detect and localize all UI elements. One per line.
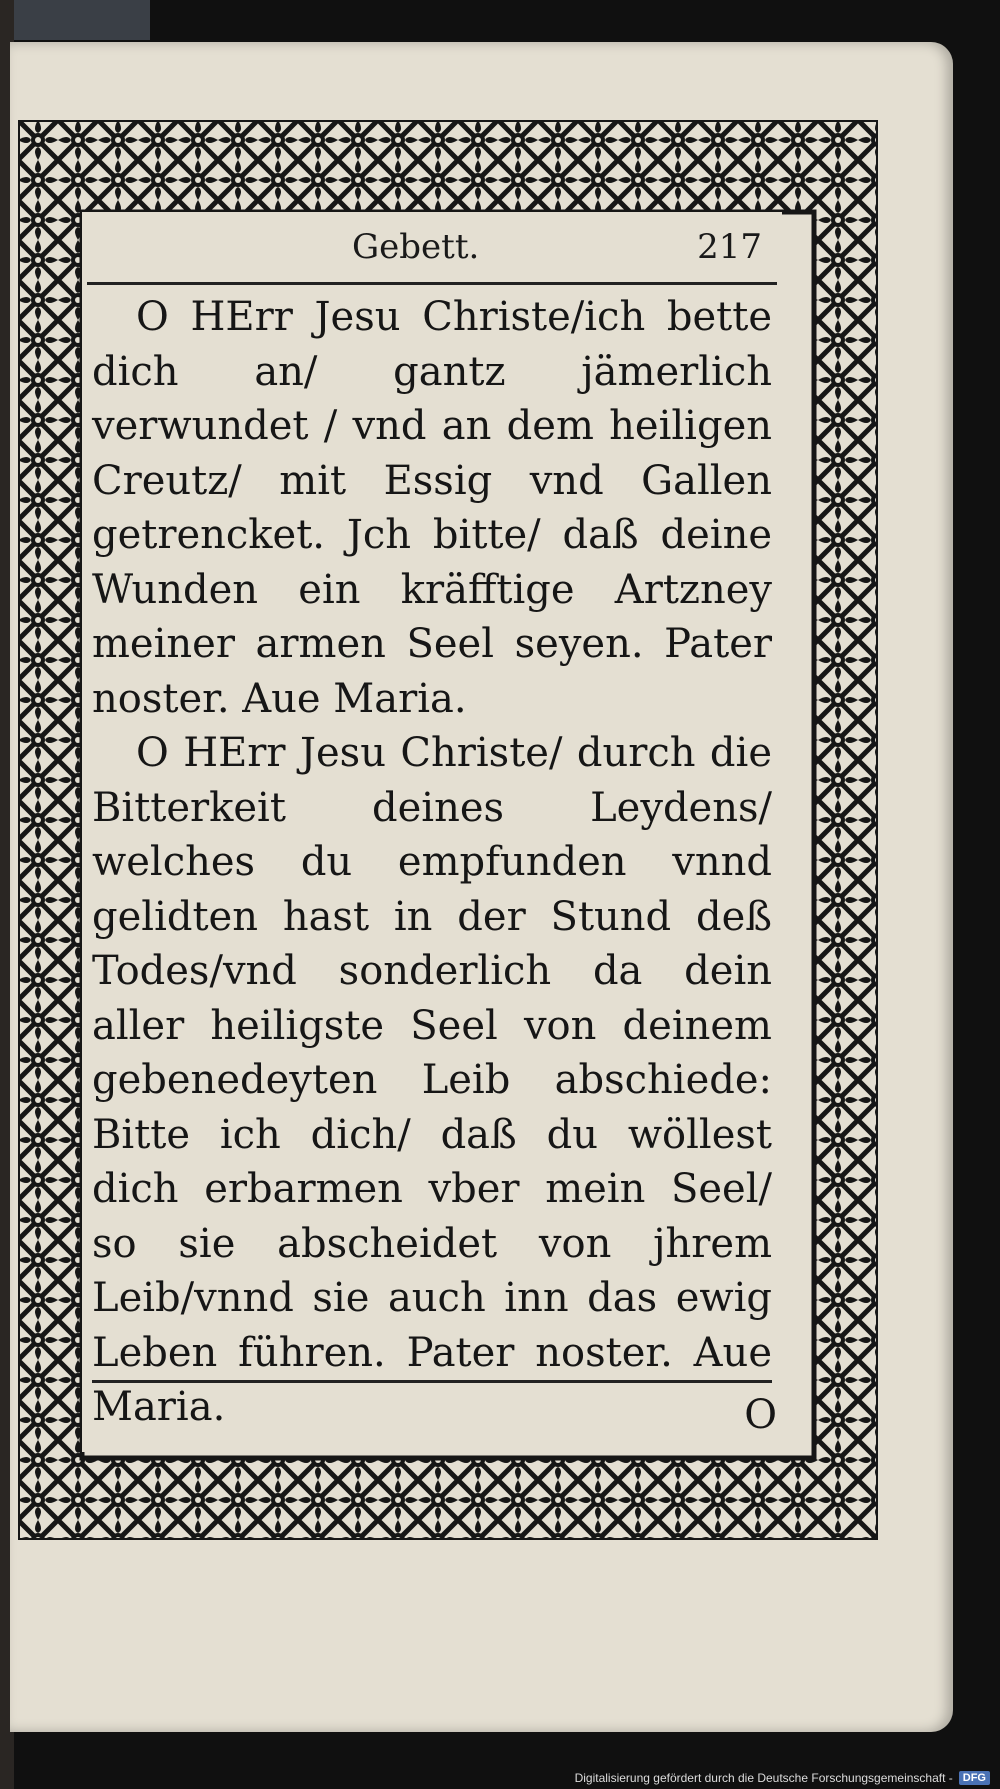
footer-rule — [92, 1380, 772, 1383]
book-spine-top — [0, 0, 150, 40]
running-title: Gebett. — [352, 227, 480, 267]
paragraph: O HErr Jesu Christe/ durch die Bitterkeit deines Leydens/ welches du empfunden vnnd gelidten hast in der Stund deß Todes/vnd sonderlich da dein aller heiligste Seel von deinem gebenedeyten Leib abschiede: Bitte ich dich/ daß du wöllest dich erbarmen vber mein Seel/ so sie abscheidet von jhrem Leib/vnnd sie auch inn das ewig Leben führen. Pater noster. Aue Maria. — [92, 730, 772, 1430]
paragraph: O HErr Jesu Christe/ich bette dich an/ gantz jämerlich verwundet / vnd an dem heiligen Creutz/ mit Essig vnd Gallen getrencket. Jch bitte/ daß deine Wunden ein kräfftige Artzney meiner armen Seel seyen. Pater noster. Aue Maria. — [92, 294, 772, 722]
page-header — [82, 227, 762, 275]
credit-text: Digitalisierung gefördert durch die Deutsche Forschungsgemeinschaft - — [574, 1771, 953, 1785]
digitization-credit — [575, 1771, 990, 1785]
dfg-logo: DFG — [959, 1771, 990, 1785]
header-rule — [87, 282, 777, 285]
page-number: 217 — [697, 227, 762, 267]
catchword: O — [744, 1392, 777, 1438]
body-text — [92, 290, 772, 1435]
text-panel — [82, 212, 782, 1452]
